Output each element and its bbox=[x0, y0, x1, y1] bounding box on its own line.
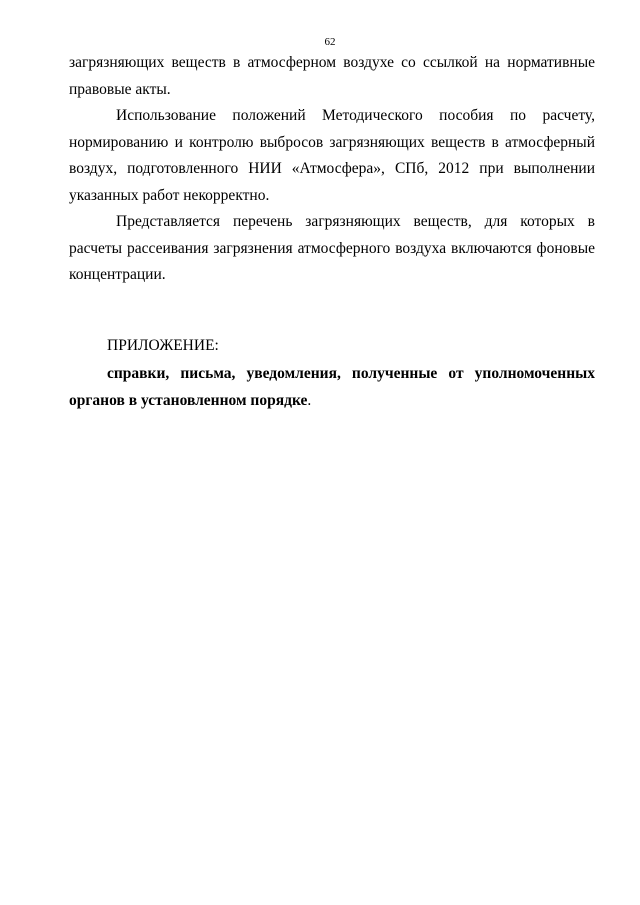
appendix-title: ПРИЛОЖЕНИЕ: bbox=[107, 336, 219, 354]
paragraph-continuation: загрязняющих веществ в атмосферном воздухе со ссылкой на нормативные правовые акты. bbox=[69, 54, 595, 98]
appendix-body-text: справки, письма, уведомления, полученные от уполномоченных органов в установленном порядке bbox=[69, 365, 595, 409]
page-number: 62 bbox=[324, 36, 336, 48]
appendix-body bbox=[69, 361, 595, 414]
appendix-body-tail: . bbox=[307, 391, 312, 409]
paragraph-methodology: Использование положений Методического пособия по расчету, нормированию и контролю выбросов загрязняющих веществ в атмосферный воздух, подготовленного НИИ «Атмосфера», СПб, 2012 при выполнении указанных работ некорректно. bbox=[69, 107, 595, 204]
document-body bbox=[69, 50, 595, 414]
paragraph-pollutant-list: Представляется перечень загрязняющих веществ, для которых в расчеты рассеивания загрязнения атмосферного воздуха включаются фоновые концентрации. bbox=[69, 213, 595, 283]
